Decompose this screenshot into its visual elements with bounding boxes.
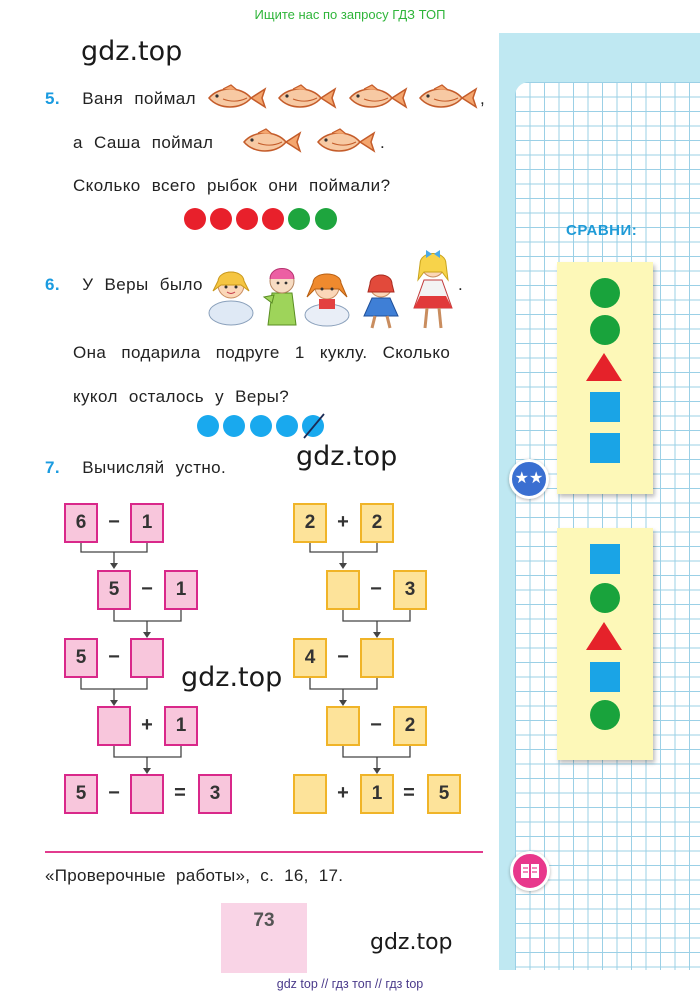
compare-card-2 [557,528,653,760]
task5-line2: а Саша поймал [73,133,214,152]
task-text: Вычисляй устно. [82,458,227,477]
watermark: gdz.top [81,36,183,67]
task-text: Ваня поймал [82,89,196,108]
task-number: 7. [45,458,60,477]
calc-operator: − [108,782,120,804]
equals-sign: = [403,782,415,804]
triangle-shape [586,622,622,650]
reference-text: «Проверочные работы», с. 16, 17. [45,866,344,885]
calc-box-empty[interactable] [97,706,131,746]
calc-result-box: 5 [427,774,461,814]
stars-icon: ★★ [509,459,549,499]
triangle-shape [586,353,622,381]
watermark: gdz.top [181,662,283,693]
calc-box-empty[interactable] [326,706,360,746]
task5-period: . [380,133,386,152]
task6-period: . [458,275,464,294]
calc-box: 5 [97,570,131,610]
calc-operator: − [370,578,382,600]
calc-operator: − [108,511,120,533]
calc-box: 5 [64,774,98,814]
calc-operator: + [141,714,153,736]
calc-box: 1 [130,503,164,543]
divider [45,851,483,853]
calc-operator: − [141,578,153,600]
calc-operator: − [370,714,382,736]
circle-shape [590,700,620,730]
square-shape [590,544,620,574]
calc-operator: + [337,782,349,804]
watermark: gdz.top [296,441,398,472]
calc-operator: + [337,511,349,533]
calc-box: 5 [64,638,98,678]
calc-box: 6 [64,503,98,543]
circle-shape [590,315,620,345]
calc-box: 1 [164,706,198,746]
page-number: 73 [253,910,275,931]
square-shape [590,392,620,422]
calc-operator: − [108,646,120,668]
calc-box-empty[interactable] [326,570,360,610]
sravni-heading: СРАВНИ: [566,222,638,239]
footer-links: gdz top // гдз топ // гдз top [276,977,424,991]
square-shape [590,433,620,463]
task6-line3: кукол осталось у Веры? [73,387,290,406]
task-number: 6. [45,275,60,294]
square-shape [590,662,620,692]
task5-comma: , [480,89,486,108]
equals-sign: = [174,782,186,804]
calc-box-empty[interactable] [360,638,394,678]
calc-box: 2 [360,503,394,543]
task-number: 5. [45,89,60,108]
calc-box: 3 [393,570,427,610]
calc-box-empty[interactable] [293,774,327,814]
compare-card-1 [557,262,653,494]
calc-box: 2 [393,706,427,746]
calc-box: 2 [293,503,327,543]
calc-result-box: 3 [198,774,232,814]
watermark: gdz.top [370,930,453,955]
circle-shape [590,278,620,308]
calc-box-empty[interactable] [130,638,164,678]
calc-box-empty[interactable] [130,774,164,814]
calc-box: 1 [164,570,198,610]
calc-box: 1 [360,774,394,814]
calc-operator: − [337,646,349,668]
top-note: Ищите нас по запросу ГДЗ ТОП [254,7,446,22]
task5-question: Сколько всего рыбок они поймали? [73,176,391,195]
book-icon [510,851,550,891]
task6-line2: Она подарила подруге 1 куклу. Сколько [73,343,451,362]
task-text: У Веры было [82,275,203,294]
circle-shape [590,583,620,613]
grid-area [515,82,700,970]
calc-box: 4 [293,638,327,678]
